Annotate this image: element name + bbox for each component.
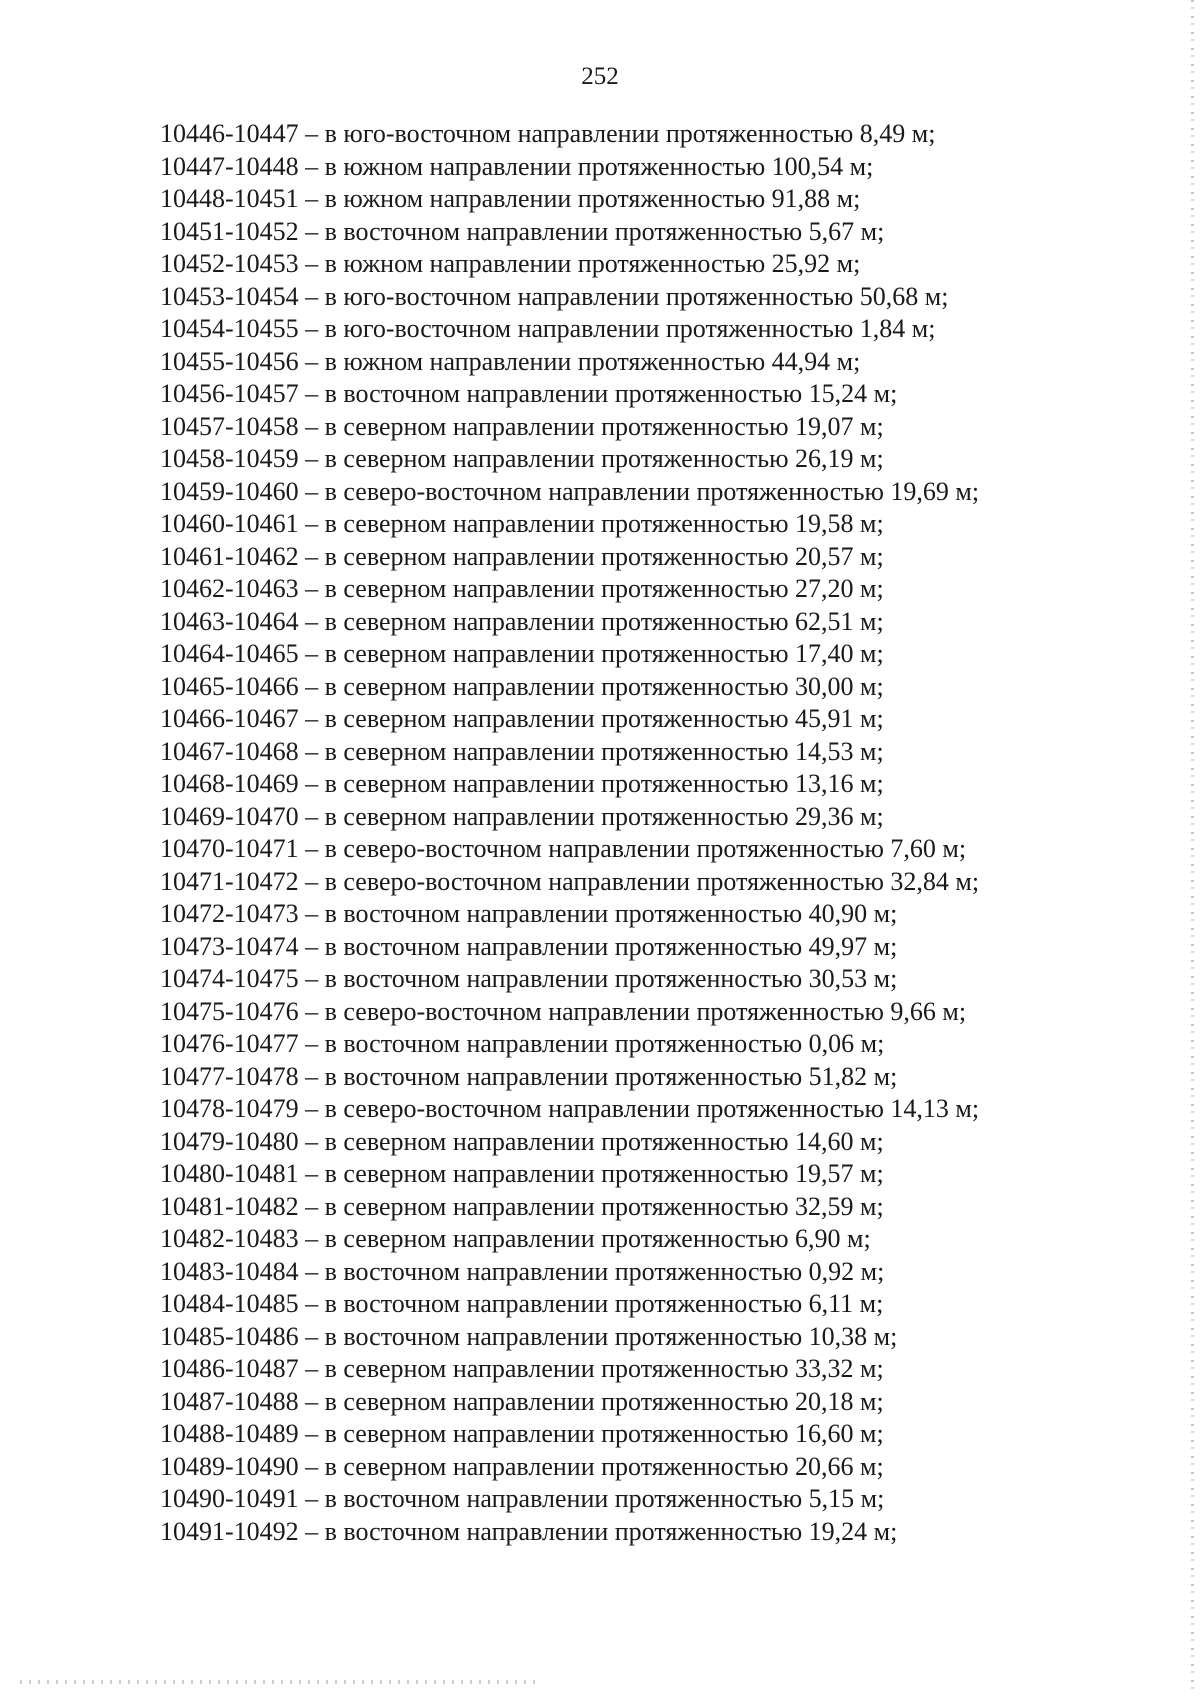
- boundary-segment-line: 10454-10455 – в юго-восточном направлении протяженностью 1,84 м;: [160, 314, 936, 343]
- boundary-segment-line: 10489-10490 – в северном направлении протяженностью 20,66 м;: [160, 1451, 884, 1481]
- boundary-segment-line: 10451-10452 – в восточном направлении протяженностью 5,67 м;: [160, 216, 885, 246]
- boundary-segment-line: 10491-10492 – в восточном направлении протяженностью 19,24 м;: [160, 1516, 898, 1546]
- boundary-segment-line: 10486-10487 – в северном направлении протяженностью 33,32 м;: [160, 1354, 884, 1383]
- boundary-segment-line: 10465-10466 – в северном направлении протяженностью 30,00 м;: [160, 671, 884, 701]
- boundary-segment-line: 10484-10485 – в восточном направлении протяженностью 6,11 м;: [160, 1289, 884, 1318]
- boundary-segment-line: 10475-10476 – в северо-восточном направлении протяженностью 9,66 м;: [160, 996, 967, 1026]
- boundary-segment-line: 10455-10456 – в южном направлении протяженностью 44,94 м;: [160, 346, 861, 376]
- boundary-segment-line: 10467-10468 – в северном направлении протяженностью 14,53 м;: [160, 736, 884, 766]
- boundary-description-list: [160, 118, 1160, 1548]
- boundary-segment-line: 10447-10448 – в южном направлении протяженностью 100,54 м;: [160, 151, 874, 181]
- boundary-segment-line: 10470-10471 – в северо-восточном направлении протяженностью 7,60 м;: [160, 834, 967, 863]
- boundary-segment-line: 10463-10464 – в северном направлении протяженностью 62,51 м;: [160, 606, 884, 636]
- boundary-segment-line: 10485-10486 – в восточном направлении протяженностью 10,38 м;: [160, 1321, 898, 1351]
- boundary-segment-line: 10458-10459 – в северном направлении протяженностью 26,19 м;: [160, 444, 884, 473]
- boundary-segment-line: 10478-10479 – в северо-восточном направлении протяженностью 14,13 м;: [160, 1094, 980, 1123]
- boundary-segment-line: 10473-10474 – в восточном направлении протяженностью 49,97 м;: [160, 931, 898, 961]
- boundary-segment-line: 10471-10472 – в северо-восточном направлении протяженностью 32,84 м;: [160, 866, 980, 896]
- boundary-segment-line: 10448-10451 – в южном направлении протяженностью 91,88 м;: [160, 184, 861, 213]
- boundary-segment-line: 10472-10473 – в восточном направлении протяженностью 40,90 м;: [160, 899, 898, 928]
- boundary-segment-line: 10469-10470 – в северном направлении протяженностью 29,36 м;: [160, 801, 884, 831]
- boundary-segment-line: 10456-10457 – в восточном направлении протяженностью 15,24 м;: [160, 379, 898, 408]
- boundary-segment-line: 10488-10489 – в северном направлении протяженностью 16,60 м;: [160, 1419, 884, 1448]
- boundary-segment-line: 10474-10475 – в восточном направлении протяженностью 30,53 м;: [160, 964, 898, 993]
- boundary-segment-line: 10483-10484 – в восточном направлении протяженностью 0,92 м;: [160, 1256, 885, 1286]
- boundary-segment-line: 10479-10480 – в северном направлении протяженностью 14,60 м;: [160, 1126, 884, 1156]
- boundary-segment-line: 10487-10488 – в северном направлении протяженностью 20,18 м;: [160, 1386, 884, 1416]
- boundary-segment-line: 10453-10454 – в юго-восточном направлении протяженностью 50,68 м;: [160, 281, 949, 311]
- scan-edge-artifact: [1191, 0, 1194, 1696]
- boundary-segment-line: 10477-10478 – в восточном направлении протяженностью 51,82 м;: [160, 1061, 898, 1091]
- boundary-segment-line: 10461-10462 – в северном направлении протяженностью 20,57 м;: [160, 541, 884, 571]
- boundary-segment-line: 10460-10461 – в северном направлении протяженностью 19,58 м;: [160, 509, 884, 538]
- boundary-segment-line: 10462-10463 – в северном направлении протяженностью 27,20 м;: [160, 574, 884, 603]
- boundary-segment-line: 10480-10481 – в северном направлении протяженностью 19,57 м;: [160, 1159, 884, 1188]
- page-number: 252: [581, 63, 619, 90]
- boundary-segment-line: 10446-10447 – в юго-восточном направлении протяженностью 8,49 м;: [160, 119, 936, 148]
- boundary-segment-line: 10457-10458 – в северном направлении протяженностью 19,07 м;: [160, 411, 884, 441]
- boundary-segment-line: 10476-10477 – в восточном направлении протяженностью 0,06 м;: [160, 1029, 885, 1058]
- boundary-segment-line: 10468-10469 – в северном направлении протяженностью 13,16 м;: [160, 769, 884, 798]
- boundary-segment-line: 10452-10453 – в южном направлении протяженностью 25,92 м;: [160, 249, 861, 278]
- boundary-segment-line: 10464-10465 – в северном направлении протяженностью 17,40 м;: [160, 639, 884, 668]
- boundary-segment-line: 10490-10491 – в восточном направлении протяженностью 5,15 м;: [160, 1484, 885, 1513]
- boundary-segment-line: 10482-10483 – в северном направлении протяженностью 6,90 м;: [160, 1224, 871, 1253]
- boundary-segment-line: 10466-10467 – в северном направлении протяженностью 45,91 м;: [160, 704, 884, 733]
- scan-bottom-artifact: [20, 1680, 540, 1684]
- boundary-segment-line: 10459-10460 – в северо-восточном направлении протяженностью 19,69 м;: [160, 476, 980, 506]
- boundary-segment-line: 10481-10482 – в северном направлении протяженностью 32,59 м;: [160, 1191, 884, 1221]
